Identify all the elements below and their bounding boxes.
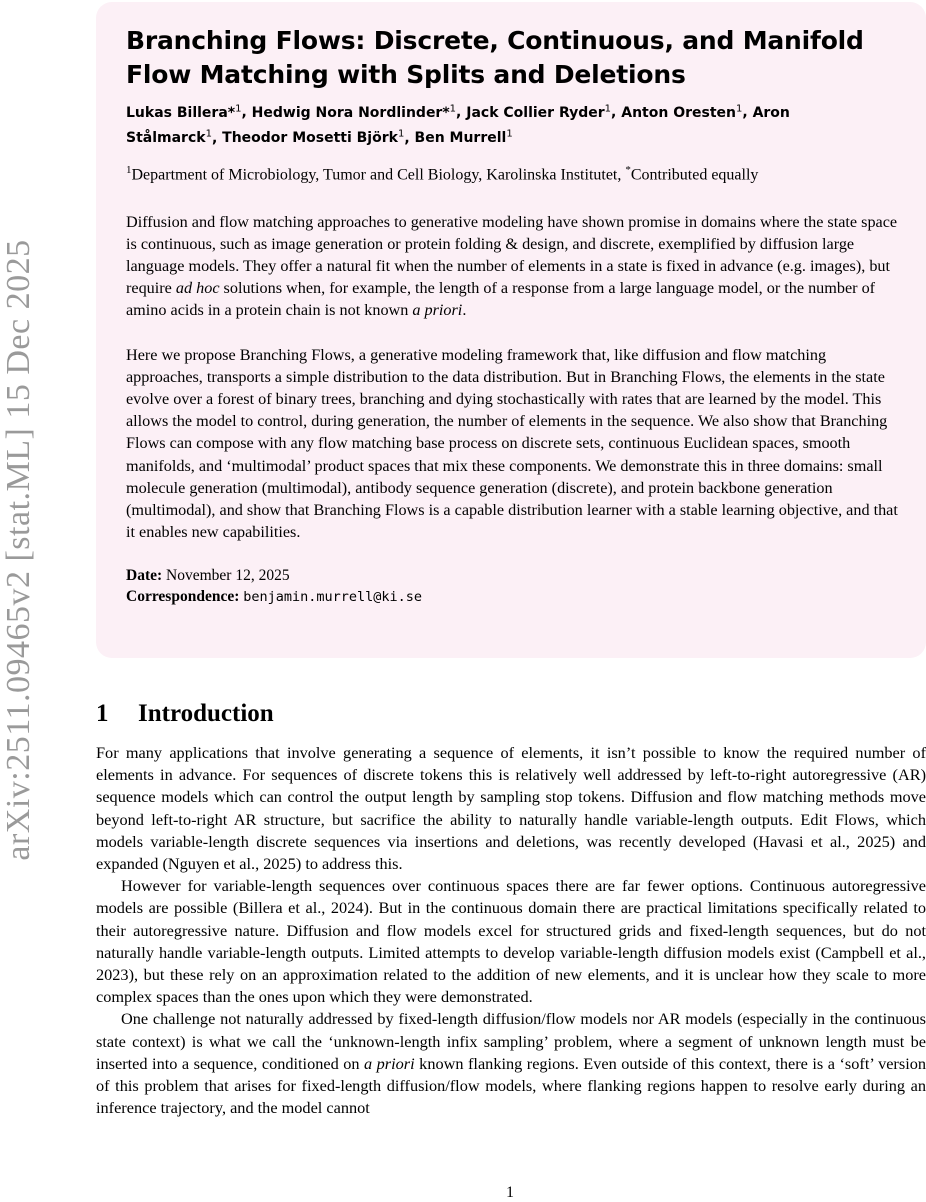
title-block: [96, 2, 926, 658]
author: Theodor Mosetti Björk$^1$: [222, 128, 405, 147]
author: Ben Murrell$^1$: [414, 128, 513, 147]
correspondence-line: Correspondence: benjamin.murrell@ki.se: [126, 588, 423, 606]
abstract-paragraph-1: Diffusion and flow matching approaches to generative modeling have shown promise in domains where the state space is continuous, such as image generation or protein folding & design, and discrete, exemplified by diffusion large language models. They offer a natural fit when the number of elements in a state is fixed in advance (e.g. images), but require ad hoc solutions when, for example, the length of a response from a large language model, or the number of amino acids in a protein chain is not known a priori.: [126, 212, 898, 320]
paper-metadata: [126, 565, 896, 608]
introduction-body: [96, 742, 926, 1119]
abstract-paragraph-2: Here we propose Branching Flows, a generative modeling framework that, like diffusion and flow matching approaches, transports a simple distribution to the data distribution. But in Branching Flows, the elements in the state evolve over a forest of binary trees, branching and dying stochastically with rates that are learned by the model. This allows the model to control, during generation, the number of elements in the sequence. We also show that Branching Flows can compose with any flow matching base process on discrete sets, continuous Euclidean spaces, smooth manifolds, and ‘multimodal’ product spaces that mix these components. We demonstrate this in three domains: small molecule generation (multimodal), antibody sequence generation (discrete), and protein backbone generation (multimodal), and show that Branching Flows is a capable distribution learner with a stable learning objective, and that it enables new capabilities.: [126, 345, 898, 542]
author: Hedwig Nora Nordlinder*$^1$: [251, 103, 457, 121]
author: Lukas Billera*$^1$: [126, 103, 242, 121]
paper-title: Branching Flows: Discrete, Continuous, and Manifold Flow Matching with Splits and Deletions: [126, 26, 864, 89]
author: Jack Collier Ryder$^1$: [466, 103, 612, 121]
intro-paragraph-1: For many applications that involve generating a sequence of elements, it isn’t possible to know the required number of elements in advance. For sequences of discrete tokens this is relatively well addressed by left-to-right autoregressive (AR) sequence models which can control the output length by sampling stop tokens. Diffusion and flow matching methods move beyond left-to-right AR structure, but sacrifice the ability to naturally handle variable-length outputs. Edit Flows, which models variable-length discrete sequences via insertions and deletions, was recently developed (Havasi et al., 2025) and expanded (Nguyen et al., 2025) to address this.: [96, 743, 926, 874]
author: Anton Oresten$^1$: [621, 103, 743, 121]
intro-paragraph-2: However for variable-length sequences over continuous spaces there are far fewer options. Continuous autoregressive models are possible (Billera et al., 2024). But in the continuous domain there are practical limitations specifically related to their autoregressive nature. Diffusion and flow models excel for structured grids and fixed-length sequences, but do not naturally handle variable-length outputs. Limited attempts to develop variable-length diffusion models exist (Campbell et al., 2023), but these rely on an approximation related to the addition of new elements, and it is unclear how they scale to more complex spaces than the ones upon which they were demonstrated.: [96, 876, 926, 1007]
correspondence-email[interactable]: benjamin.murrell@ki.se: [243, 589, 423, 606]
arxiv-identifier-stamp: arXiv:2511.09465v2 [stat.ML] 15 Dec 2025: [0, 239, 37, 861]
author-list: Lukas Billera*$^1$, Hedwig Nora Nordlinder*$^1$, Jack Collier Ryder$^1$, Anton Oresten$^1$, Aron Stålmarck$^1$, Theodor Mosetti Björk$^1$, Ben Murrell$^1$: [126, 103, 790, 147]
page-number: 1: [506, 1184, 514, 1201]
author: Aron Stålmarck$^1$: [126, 104, 790, 147]
intro-paragraph-3: One challenge not naturally addressed by fixed-length diffusion/flow models nor AR models (especially in the continuous state context) is what we call the ‘unknown-length infix sampling’ problem, where a segment of unknown length must be inserted into a sequence, conditioned on a priori known flanking regions. Even outside of this context, there is a ‘soft’ version of this problem that arises for fixed-length diffusion/flow models, where flanking regions happen to resolve early during an inference trajectory, and the model cannot: [96, 1009, 926, 1118]
section-heading-introduction: 1 Introduction: [96, 700, 274, 727]
date-line: Date: November 12, 2025: [126, 567, 290, 585]
affiliation-line: $^1$Department of Microbiology, Tumor and Cell Biology, Karolinska Institutet, *Contributed equally: [126, 164, 759, 184]
